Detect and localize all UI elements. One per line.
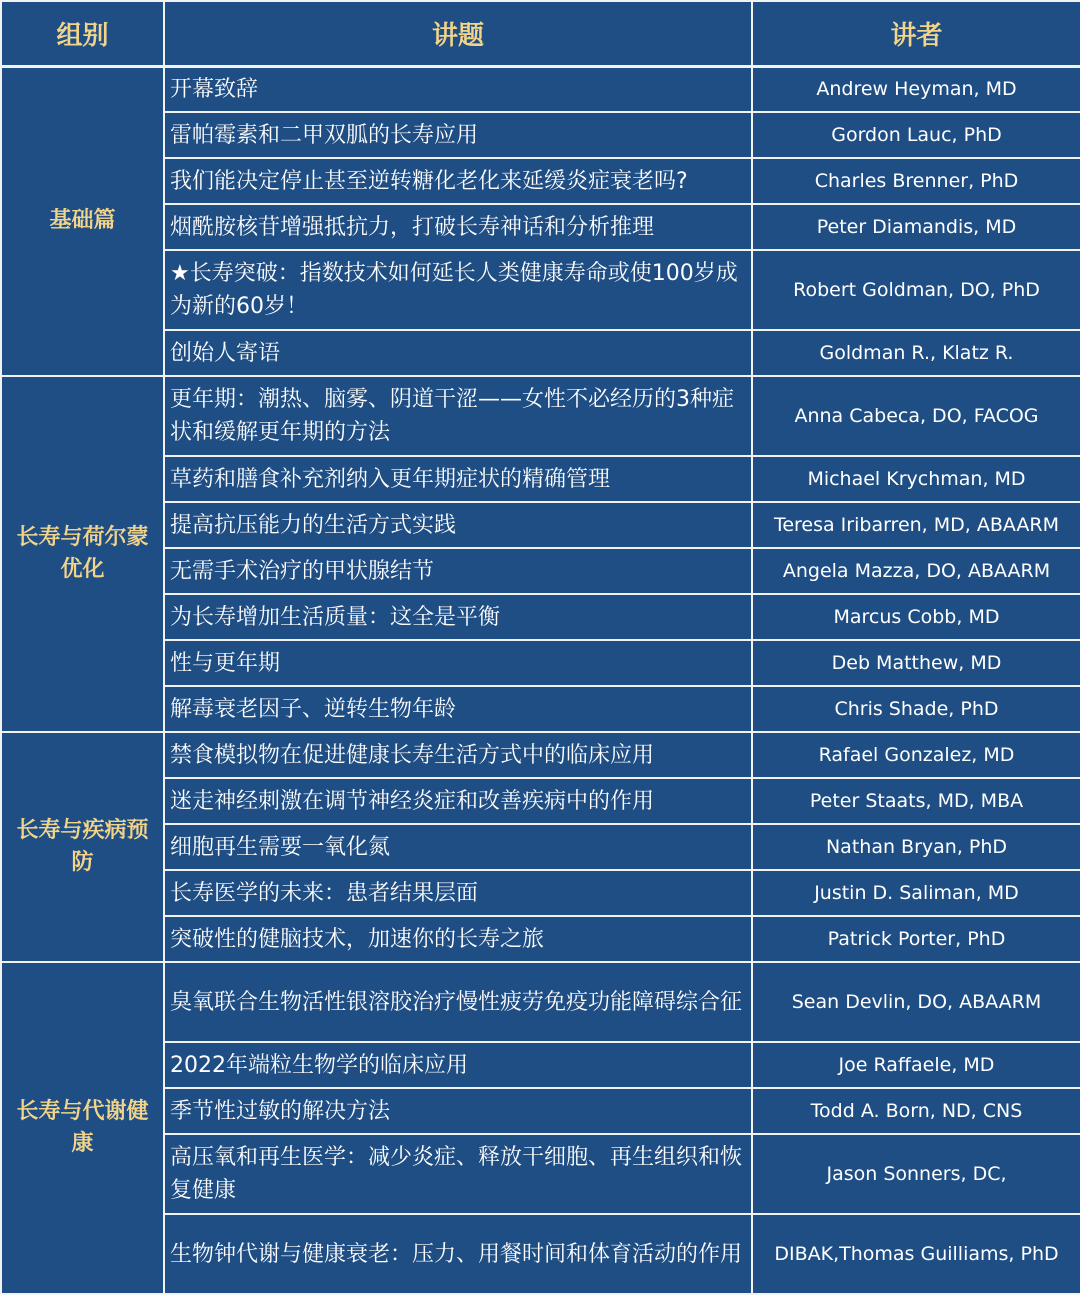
topic-cell: 创始人寄语 <box>164 330 752 376</box>
topic-cell: 臭氧联合生物活性银溶胶治疗慢性疲劳免疫功能障碍综合征 <box>164 962 752 1042</box>
speaker-cell: Joe Raffaele, MD <box>752 1042 1080 1088</box>
speaker-cell: Peter Diamandis, MD <box>752 204 1080 250</box>
header-topic: 讲题 <box>164 1 752 66</box>
speaker-cell: Gordon Lauc, PhD <box>752 112 1080 158</box>
speaker-cell: Todd A. Born, ND, CNS <box>752 1088 1080 1134</box>
topic-cell: 高压氧和再生医学：减少炎症、释放干细胞、再生组织和恢复健康 <box>164 1134 752 1214</box>
speaker-cell: Jason Sonners, DC, <box>752 1134 1080 1214</box>
topic-cell: 开幕致辞 <box>164 66 752 112</box>
group-cell: 长寿与荷尔蒙优化 <box>1 376 164 732</box>
topic-cell: 禁食模拟物在促进健康长寿生活方式中的临床应用 <box>164 732 752 778</box>
speaker-cell: Deb Matthew, MD <box>752 640 1080 686</box>
table-row <box>1 376 1080 456</box>
speaker-cell: Chris Shade, PhD <box>752 686 1080 732</box>
group-cell: 基础篇 <box>1 66 164 376</box>
table-row <box>1 66 1080 112</box>
topic-cell: 提高抗压能力的生活方式实践 <box>164 502 752 548</box>
speaker-cell: Angela Mazza, DO, ABAARM <box>752 548 1080 594</box>
topic-cell: 突破性的健脑技术，加速你的长寿之旅 <box>164 916 752 962</box>
speaker-cell: Rafael Gonzalez, MD <box>752 732 1080 778</box>
topic-cell: 烟酰胺核苷增强抵抗力，打破长寿神话和分析推理 <box>164 204 752 250</box>
topic-cell: 细胞再生需要一氧化氮 <box>164 824 752 870</box>
speaker-cell: Charles Brenner, PhD <box>752 158 1080 204</box>
topic-cell: 解毒衰老因子、逆转生物年龄 <box>164 686 752 732</box>
topic-cell: 我们能决定停止甚至逆转糖化老化来延缓炎症衰老吗? <box>164 158 752 204</box>
speaker-cell: Robert Goldman, DO, PhD <box>752 250 1080 330</box>
agenda-body <box>1 66 1080 1294</box>
speaker-cell: Peter Staats, MD, MBA <box>752 778 1080 824</box>
header-row <box>1 1 1080 66</box>
speaker-cell: Sean Devlin, DO, ABAARM <box>752 962 1080 1042</box>
topic-cell: 为长寿增加生活质量：这全是平衡 <box>164 594 752 640</box>
topic-cell: 迷走神经刺激在调节神经炎症和改善疾病中的作用 <box>164 778 752 824</box>
table-row <box>1 732 1080 778</box>
topic-cell: 草药和膳食补充剂纳入更年期症状的精确管理 <box>164 456 752 502</box>
topic-cell: 雷帕霉素和二甲双胍的长寿应用 <box>164 112 752 158</box>
topic-cell: 生物钟代谢与健康衰老：压力、用餐时间和体育活动的作用 <box>164 1214 752 1294</box>
speaker-cell: Andrew Heyman, MD <box>752 66 1080 112</box>
topic-cell: 性与更年期 <box>164 640 752 686</box>
speaker-cell: DIBAK,Thomas Guilliams, PhD <box>752 1214 1080 1294</box>
topic-cell: 季节性过敏的解决方法 <box>164 1088 752 1134</box>
speaker-cell: Anna Cabeca, DO, FACOG <box>752 376 1080 456</box>
table-row <box>1 962 1080 1042</box>
speaker-cell: Marcus Cobb, MD <box>752 594 1080 640</box>
header-speaker: 讲者 <box>752 1 1080 66</box>
speaker-cell: Justin D. Saliman, MD <box>752 870 1080 916</box>
topic-cell: 长寿医学的未来：患者结果层面 <box>164 870 752 916</box>
header-group: 组别 <box>1 1 164 66</box>
speaker-cell: Patrick Porter, PhD <box>752 916 1080 962</box>
group-cell: 长寿与代谢健康 <box>1 962 164 1294</box>
group-cell: 长寿与疾病预防 <box>1 732 164 962</box>
topic-cell: ★长寿突破：指数技术如何延长人类健康寿命或使100岁成为新的60岁！ <box>164 250 752 330</box>
speaker-cell: Nathan Bryan, PhD <box>752 824 1080 870</box>
speaker-cell: Goldman R., Klatz R. <box>752 330 1080 376</box>
speaker-cell: Teresa Iribarren, MD, ABAARM <box>752 502 1080 548</box>
topic-cell: 更年期：潮热、脑雾、阴道干涩——女性不必经历的3种症状和缓解更年期的方法 <box>164 376 752 456</box>
topic-cell: 2022年端粒生物学的临床应用 <box>164 1042 752 1088</box>
speaker-cell: Michael Krychman, MD <box>752 456 1080 502</box>
topic-cell: 无需手术治疗的甲状腺结节 <box>164 548 752 594</box>
